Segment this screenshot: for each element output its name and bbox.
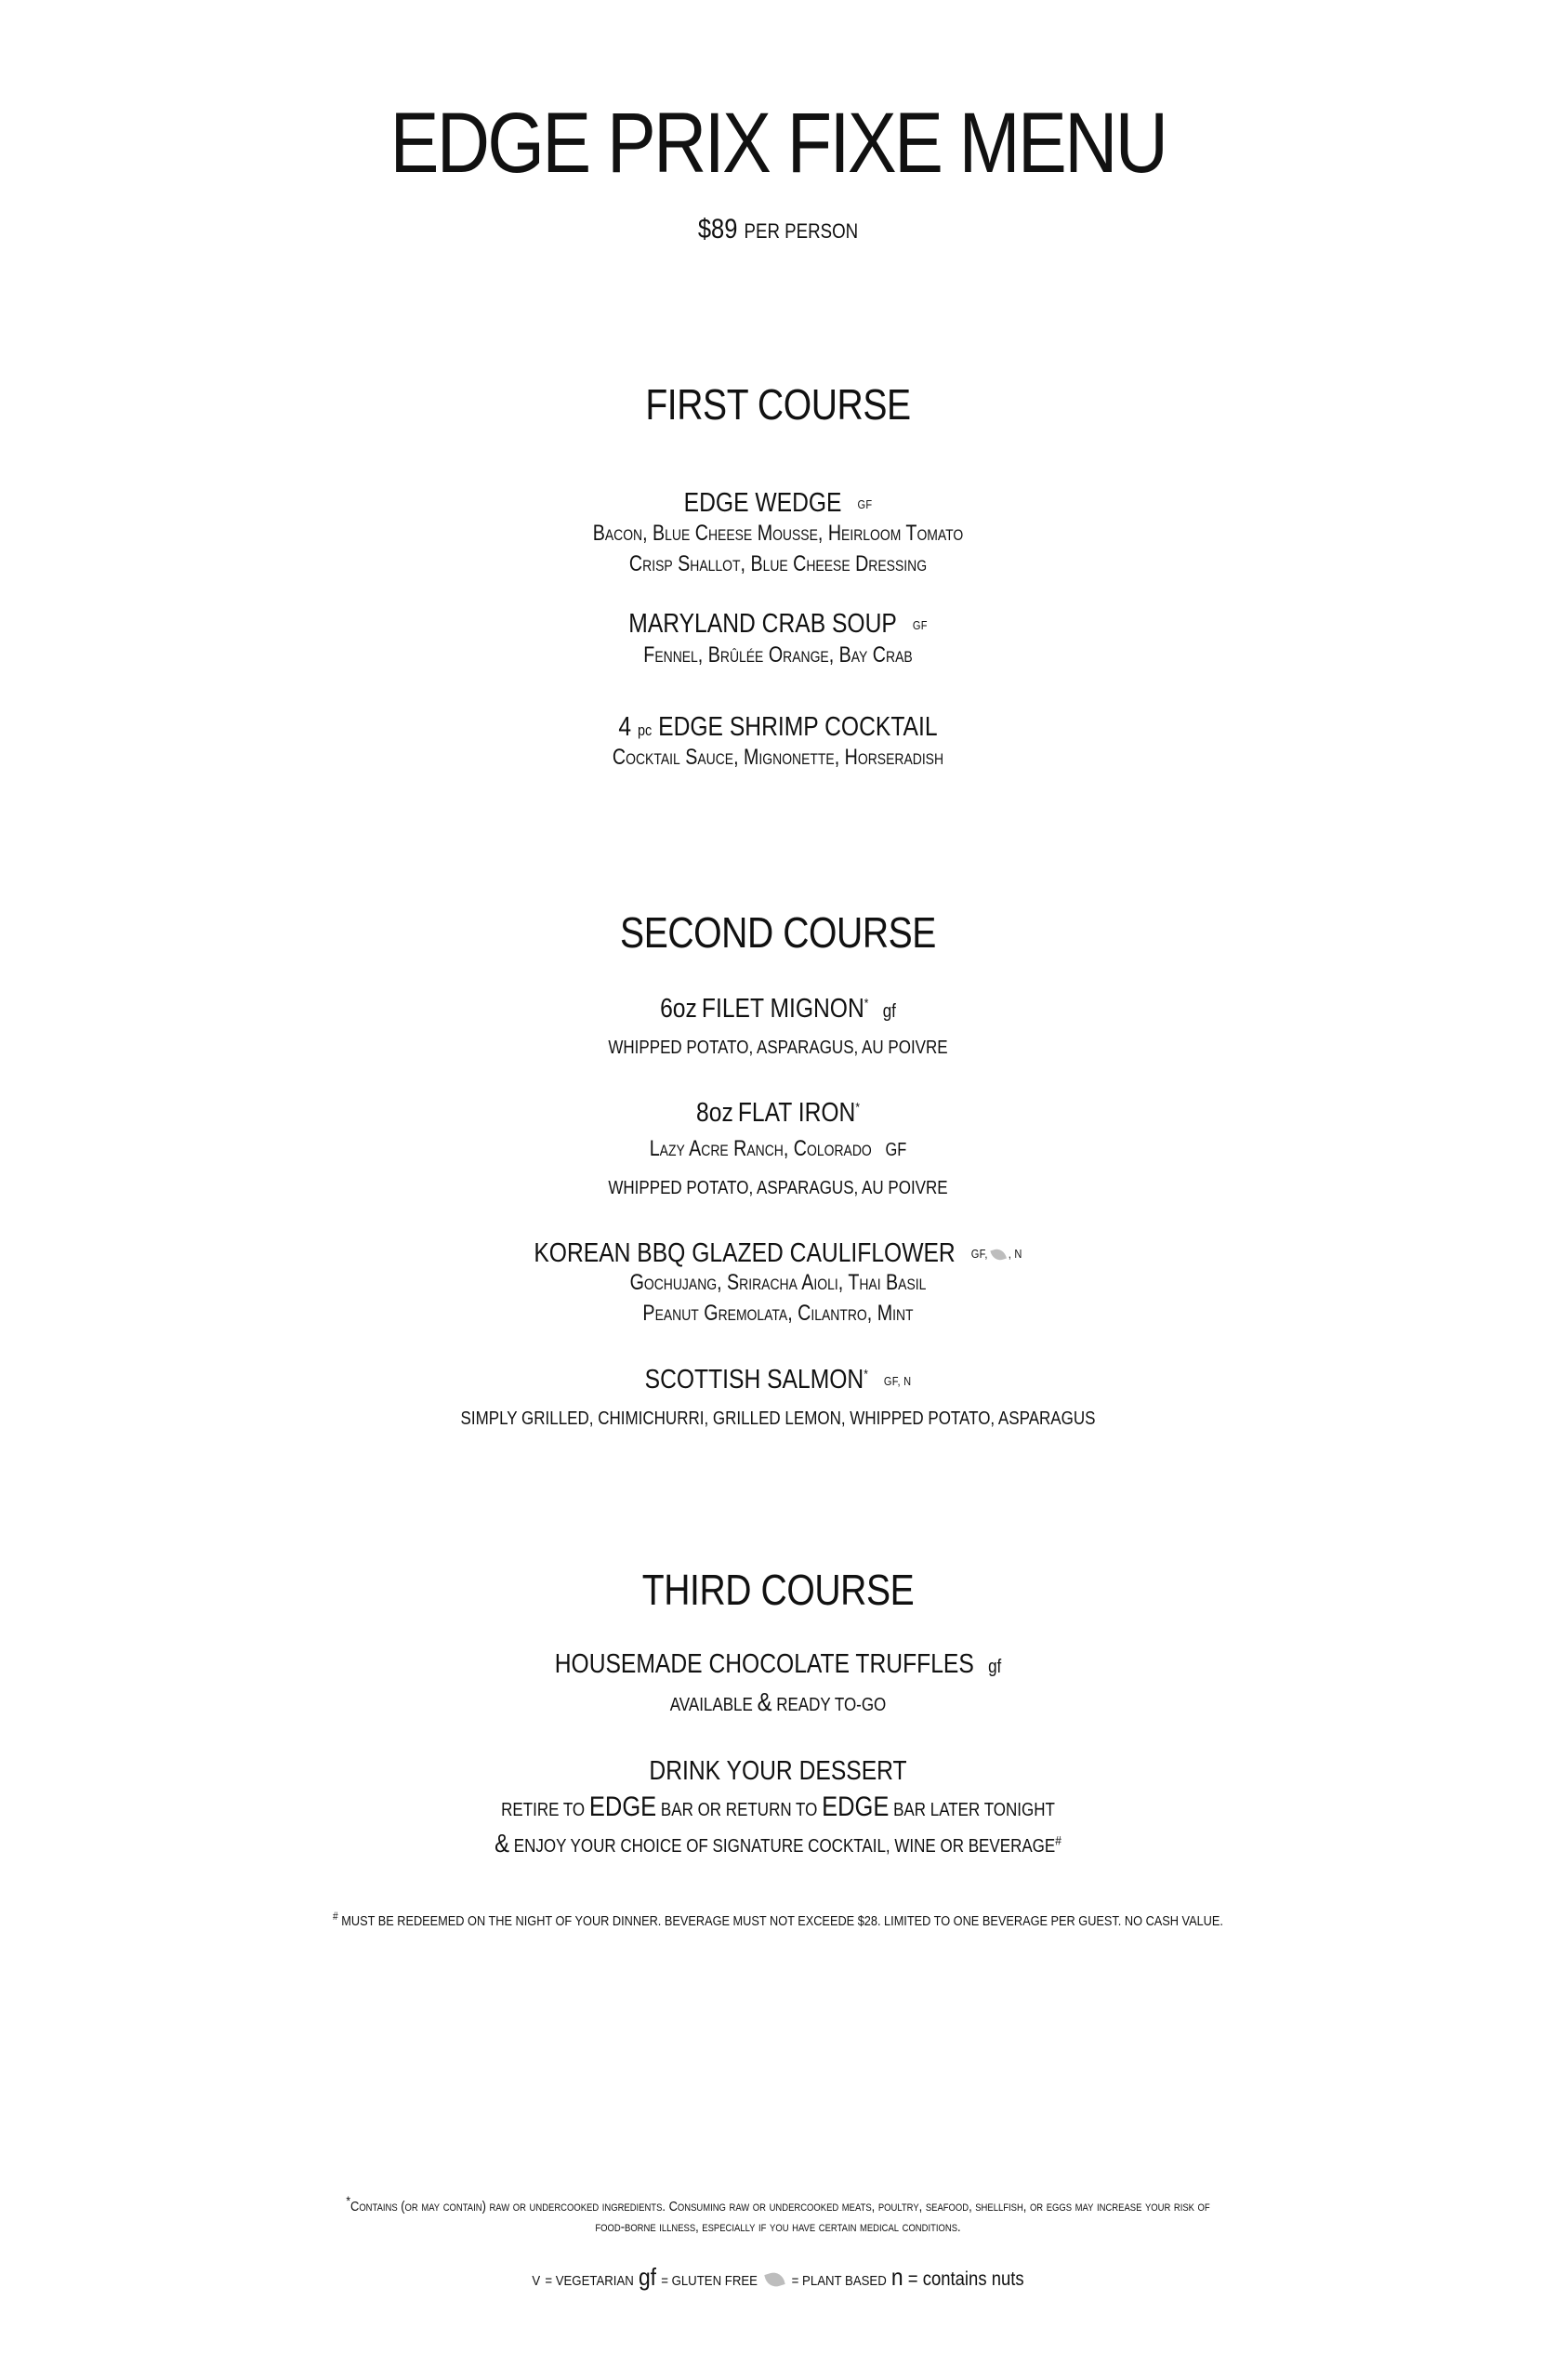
legend-n-label: = contains nuts: [907, 2268, 1024, 2290]
raw-warning-mark: *: [864, 995, 869, 1011]
raw-warning-mark: *: [346, 2193, 351, 2208]
item-filet-mignon-name: [117, 996, 1440, 1023]
item-name-text: FLAT IRON: [737, 1098, 856, 1128]
dietary-legend: [93, 2265, 1462, 2289]
desc-text: BAR LATER TONIGHT: [893, 1800, 1055, 1820]
legend-v-label: = VEGETARIAN: [545, 2273, 634, 2289]
beverage-note-text: MUST BE REDEEMED ON THE NIGHT OF YOUR DINNER. BEVERAGE MUST NOT EXCEEDE $28. LIMITED TO ONE BEVERAGE PER GUEST. NO CASH VALUE.: [341, 1913, 1223, 1929]
item-drink-dessert-name: DRINK YOUR DESSERT: [649, 1756, 907, 1786]
menu-title: EDGE PRIX FIXE MENU: [389, 96, 1167, 191]
item-size: 8oz: [696, 1098, 733, 1128]
item-edge-wedge-desc-2: Crisp Shallot, Blue Cheese Dressing: [628, 551, 928, 576]
dietary-tag: GF: [857, 496, 873, 511]
item-quantity-unit: pc: [638, 721, 653, 739]
item-name-text: FILET MIGNON: [701, 994, 864, 1024]
item-flat-iron-desc: WHIPPED POTATO, ASPARAGUS, AU POIVRE: [608, 1178, 948, 1198]
item-shrimp-cocktail-desc: Cocktail Sauce, Mignonette, Horseradish: [612, 745, 944, 770]
item-truffles-desc: [117, 1689, 1440, 1715]
ampersand: &: [757, 1687, 772, 1716]
item-drink-dessert-line1: [117, 1793, 1440, 1821]
plant-based-leaf-icon: [990, 1247, 1007, 1263]
raw-food-disclaimer-line2: food-borne illness, especially if you have certain medical conditions.: [595, 2219, 961, 2235]
item-filet-mignon-desc: WHIPPED POTATO, ASPARAGUS, AU POIVRE: [608, 1038, 948, 1058]
item-cauliflower-desc-1: Gochujang, Sriracha Aioli, Thai Basil: [629, 1270, 927, 1295]
beverage-note: [117, 1911, 1440, 1928]
item-flat-iron-name: [117, 1100, 1440, 1127]
ampersand: &: [494, 1829, 510, 1858]
tag-nuts: , N: [1008, 1247, 1022, 1262]
item-truffles-name: [117, 1651, 1440, 1678]
price-line: [117, 216, 1440, 244]
dietary-tag: GF: [885, 1140, 907, 1160]
item-name-text: EDGE WEDGE: [683, 488, 842, 518]
dietary-tag: gf: [988, 1657, 1002, 1677]
dietary-tag: gf: [882, 1001, 896, 1022]
dietary-tag: GF: [912, 617, 928, 632]
item-name-text: EDGE SHRIMP COCKTAIL: [658, 712, 938, 742]
item-name-text: MARYLAND CRAB SOUP: [628, 609, 897, 639]
item-size: 6oz: [660, 994, 697, 1024]
item-cauliflower-desc-2: Peanut Gremolata, Cilantro, Mint: [642, 1301, 914, 1326]
desc-text: BAR OR RETURN TO: [660, 1800, 818, 1820]
raw-warning-mark: *: [855, 1099, 860, 1115]
origin-text: Lazy Acre Ranch, Colorado: [649, 1136, 872, 1161]
item-crab-soup-desc: Fennel, Brûlée Orange, Bay Crab: [643, 642, 913, 668]
item-crab-soup-name: [117, 611, 1440, 638]
item-drink-dessert-line2: [117, 1831, 1440, 1857]
dietary-tag: [971, 1247, 1022, 1261]
desc-text: ENJOY YOUR CHOICE OF SIGNATURE COCKTAIL, WINE OR BEVERAGE: [513, 1836, 1056, 1857]
desc-text: READY TO-GO: [776, 1695, 887, 1715]
dietary-tag: GF, N: [883, 1373, 912, 1388]
price-unit: PER PERSON: [744, 219, 859, 243]
desc-text: RETIRE TO: [501, 1800, 586, 1820]
legend-v-key: V: [532, 2273, 541, 2289]
item-edge-wedge-desc-1: Bacon, Blue Cheese Mousse, Heirloom Tomato: [592, 521, 964, 546]
tag-gf: GF,: [970, 1247, 988, 1262]
raw-food-disclaimer-line1: [109, 2194, 1447, 2214]
disclaimer-text: Contains (or may contain) raw or undercooked ingredients. Consuming raw or undercooked meats, poultry, seafood, shellfish, or eggs may increase your risk of: [350, 2199, 1210, 2215]
item-shrimp-cocktail-name: [117, 714, 1440, 741]
item-name-text: SCOTTISH SALMON: [644, 1365, 864, 1395]
item-quantity: 4: [618, 712, 632, 742]
item-cauliflower-name: [117, 1240, 1440, 1267]
item-flat-iron-origin: [140, 1138, 1417, 1160]
second-course-heading: SECOND COURSE: [620, 908, 936, 957]
first-course-heading: FIRST COURSE: [645, 380, 911, 429]
legend-gf-label: = GLUTEN FREE: [661, 2273, 758, 2289]
plant-based-leaf-icon: [764, 2270, 785, 2290]
desc-text: AVAILABLE: [669, 1695, 753, 1715]
item-name-text: KOREAN BBQ GLAZED CAULIFLOWER: [534, 1238, 956, 1268]
legend-gf-key: gf: [638, 2263, 657, 2291]
item-edge-wedge-name: [117, 490, 1440, 517]
item-salmon-desc: SIMPLY GRILLED, CHIMICHURRI, GRILLED LEMON, WHIPPED POTATO, ASPARAGUS: [460, 1408, 1096, 1429]
third-course-heading: THIRD COURSE: [641, 1566, 915, 1614]
beverage-note-mark: #: [333, 1910, 338, 1923]
legend-plant-label: = PLANT BASED: [791, 2273, 887, 2289]
brand-edge: EDGE: [588, 1792, 657, 1822]
item-name-text: HOUSEMADE CHOCOLATE TRUFFLES: [554, 1649, 974, 1679]
brand-edge: EDGE: [822, 1792, 890, 1822]
raw-warning-mark: *: [864, 1366, 868, 1382]
beverage-note-mark: #: [1055, 1832, 1062, 1848]
legend-n-key: n: [890, 2263, 903, 2291]
price-amount: $89: [697, 214, 738, 245]
item-salmon-name: [117, 1367, 1440, 1394]
